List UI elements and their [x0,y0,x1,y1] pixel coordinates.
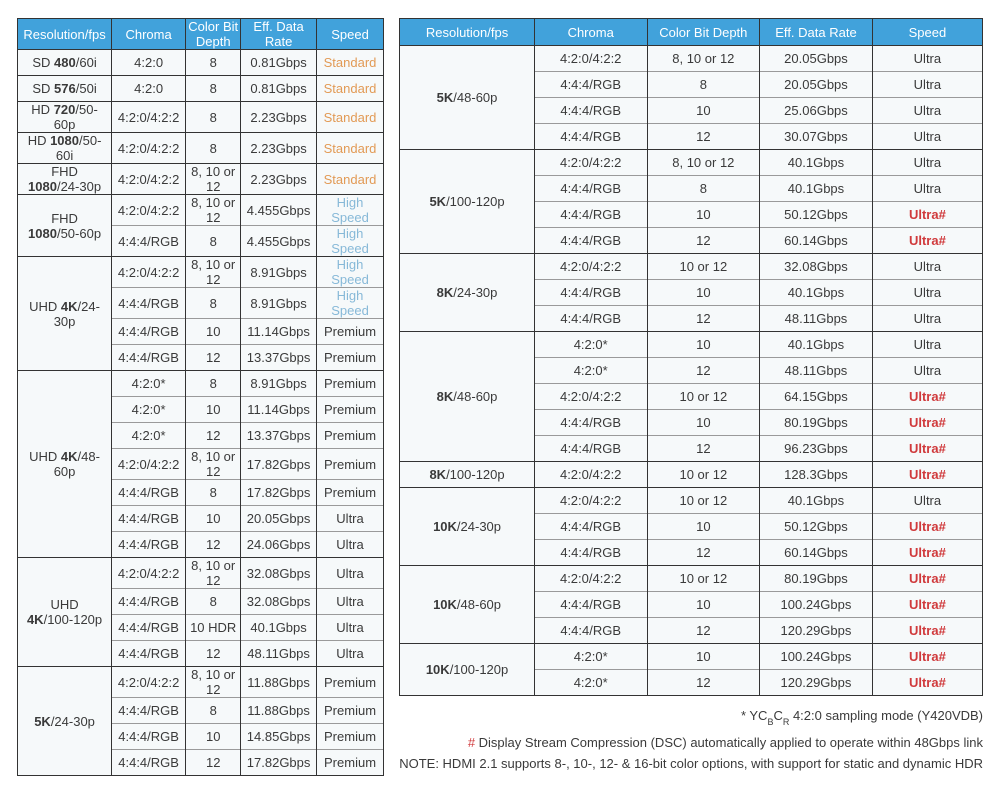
bit-depth-cell: 10 [647,332,760,358]
speed-cell: Ultra [316,589,383,615]
bit-depth-cell: 8 [186,480,241,506]
speed-cell: Ultra [872,72,982,98]
chroma-cell: 4:4:4/RGB [534,228,647,254]
speed-cell: Ultra# [872,202,982,228]
bit-depth-cell: 12 [186,641,241,667]
data-rate-cell: 30.07Gbps [760,124,873,150]
footnote-text: YC [746,708,768,723]
chroma-cell: 4:2:0* [534,644,647,670]
speed-cell: Ultra [872,150,982,176]
speed-cell: Premium [316,371,383,397]
chroma-cell: 4:4:4/RGB [534,98,647,124]
resolution-cell: 5K/24-30p [18,667,112,776]
chroma-cell: 4:4:4/RGB [534,176,647,202]
footnote-note [399,753,983,774]
speed-cell: Ultra# [872,436,982,462]
column-header-data-rate: Eff. Data Rate [241,19,317,50]
hash-marker: # [467,734,476,750]
bit-depth-cell: 12 [186,423,241,449]
data-rate-cell: 48.11Gbps [760,358,873,384]
footnote-dsc [399,732,983,753]
asterisk-marker: * [740,708,746,723]
chroma-cell: 4:4:4/RGB [534,618,647,644]
data-rate-cell: 8.91Gbps [241,288,317,319]
speed-cell: Ultra# [872,384,982,410]
speed-cell: Ultra# [872,228,982,254]
column-header-speed: Speed [316,19,383,50]
column-header-resolution: Resolution/fps [400,19,535,46]
bit-depth-cell: 8, 10 or 12 [186,449,241,480]
chroma-cell: 4:4:4/RGB [112,480,186,506]
speed-cell: Ultra [872,98,982,124]
data-rate-cell: 50.12Gbps [760,202,873,228]
speed-cell: Premium [316,698,383,724]
resolution-cell: FHD 1080/24-30p [18,164,112,195]
column-header-bit-depth: Color Bit Depth [647,19,760,46]
data-rate-cell: 80.19Gbps [760,410,873,436]
speed-cell: Ultra [872,46,982,72]
left-table-container [17,18,384,776]
chroma-cell: 4:4:4/RGB [534,436,647,462]
data-rate-cell: 20.05Gbps [760,46,873,72]
data-rate-cell: 32.08Gbps [760,254,873,280]
resolution-cell: 10K/24-30p [400,488,535,566]
bit-depth-cell: 10 HDR [186,615,241,641]
table-row [400,462,983,488]
data-rate-cell: 11.88Gbps [241,667,317,698]
chroma-cell: 4:2:0/4:2:2 [534,384,647,410]
footnote-text: C [773,708,783,723]
chroma-cell: 4:2:0/4:2:2 [112,667,186,698]
table-row [18,371,384,397]
bit-depth-cell: 8, 10 or 12 [647,46,760,72]
bit-depth-cell: 12 [647,228,760,254]
chroma-cell: 4:4:4/RGB [112,589,186,615]
chroma-cell: 4:2:0 [112,76,186,102]
resolution-cell: 8K/48-60p [400,332,535,462]
chroma-cell: 4:4:4/RGB [112,319,186,345]
bit-depth-cell: 8 [186,133,241,164]
table-row [18,667,384,698]
resolution-cell: 8K/24-30p [400,254,535,332]
header-row [18,19,384,50]
data-rate-cell: 20.05Gbps [241,506,317,532]
chroma-cell: 4:4:4/RGB [112,532,186,558]
data-rate-cell: 4.455Gbps [241,226,317,257]
header-row [400,19,983,46]
resolution-cell: UHD 4K/24-30p [18,257,112,371]
speed-cell: Ultra [316,615,383,641]
bit-depth-cell: 12 [647,358,760,384]
bit-depth-cell: 8 [186,698,241,724]
data-rate-cell: 60.14Gbps [760,540,873,566]
bit-depth-cell: 10 [647,592,760,618]
chroma-cell: 4:2:0/4:2:2 [534,566,647,592]
bit-depth-cell: 12 [647,670,760,696]
bit-depth-cell: 8 [186,50,241,76]
column-header-speed: Speed [872,19,982,46]
bit-depth-cell: 10 [647,202,760,228]
bit-depth-cell: 10 [647,98,760,124]
chroma-cell: 4:4:4/RGB [534,202,647,228]
data-rate-cell: 25.06Gbps [760,98,873,124]
chroma-cell: 4:2:0/4:2:2 [534,46,647,72]
subscript-r: R [782,716,790,727]
right-table-container [399,18,983,774]
chroma-cell: 4:2:0/4:2:2 [112,558,186,589]
speed-cell: Premium [316,750,383,776]
data-rate-cell: 120.29Gbps [760,670,873,696]
speed-cell: Premium [316,724,383,750]
data-rate-cell: 40.1Gbps [760,176,873,202]
speed-cell: Premium [316,345,383,371]
bit-depth-cell: 10 or 12 [647,384,760,410]
data-rate-cell: 11.14Gbps [241,319,317,345]
speed-cell: Premium [316,397,383,423]
speed-cell: Ultra# [872,410,982,436]
table-row [400,254,983,280]
speed-cell: Ultra# [872,670,982,696]
bit-depth-cell: 8 [647,176,760,202]
speed-cell: High Speed [316,195,383,226]
chroma-cell: 4:4:4/RGB [534,124,647,150]
bit-depth-cell: 12 [647,306,760,332]
chroma-cell: 4:4:4/RGB [112,698,186,724]
speed-cell: Standard [316,50,383,76]
resolution-cell: HD 1080/50-60i [18,133,112,164]
bit-depth-cell: 10 [647,410,760,436]
speed-cell: Standard [316,133,383,164]
left-table [17,18,384,776]
resolution-cell: HD 720/50-60p [18,102,112,133]
footnotes [399,705,983,774]
data-rate-cell: 48.11Gbps [241,641,317,667]
bit-depth-cell: 8 [186,371,241,397]
resolution-cell: UHD 4K/48-60p [18,371,112,558]
data-rate-cell: 2.23Gbps [241,164,317,195]
chroma-cell: 4:2:0/4:2:2 [112,449,186,480]
speed-cell: High Speed [316,257,383,288]
speed-cell: Ultra [872,488,982,514]
bit-depth-cell: 8, 10 or 12 [186,257,241,288]
data-rate-cell: 50.12Gbps [760,514,873,540]
speed-cell: Ultra [316,532,383,558]
data-rate-cell: 32.08Gbps [241,589,317,615]
resolution-cell: SD 480/60i [18,50,112,76]
speed-cell: High Speed [316,288,383,319]
bit-depth-cell: 12 [647,540,760,566]
chroma-cell: 4:2:0/4:2:2 [534,462,647,488]
data-rate-cell: 17.82Gbps [241,449,317,480]
speed-cell: Ultra [872,176,982,202]
speed-cell: Ultra# [872,618,982,644]
bit-depth-cell: 8 [186,589,241,615]
footnote-text: Display Stream Compression (DSC) automatically applied to operate within 48Gbps link [475,734,983,750]
bit-depth-cell: 12 [647,124,760,150]
column-header-data-rate: Eff. Data Rate [760,19,873,46]
bit-depth-cell: 10 [647,280,760,306]
table-row [400,332,983,358]
chroma-cell: 4:2:0/4:2:2 [534,150,647,176]
speed-cell: Premium [316,423,383,449]
data-rate-cell: 100.24Gbps [760,592,873,618]
bit-depth-cell: 12 [647,618,760,644]
table-row [18,195,384,226]
data-rate-cell: 0.81Gbps [241,76,317,102]
speed-cell: Premium [316,319,383,345]
speed-cell: Ultra [316,558,383,589]
chroma-cell: 4:2:0* [534,332,647,358]
chroma-cell: 4:2:0* [112,423,186,449]
speed-cell: Ultra# [872,514,982,540]
resolution-cell: FHD 1080/50-60p [18,195,112,257]
chroma-cell: 4:2:0/4:2:2 [112,164,186,195]
chroma-cell: 4:4:4/RGB [534,280,647,306]
resolution-cell: UHD 4K/100-120p [18,558,112,667]
table-row [18,76,384,102]
data-rate-cell: 40.1Gbps [760,332,873,358]
subscript-b: B [767,716,774,727]
bit-depth-cell: 10 [647,644,760,670]
table-row [18,50,384,76]
speed-cell: Ultra# [872,644,982,670]
data-rate-cell: 4.455Gbps [241,195,317,226]
chroma-cell: 4:4:4/RGB [112,724,186,750]
speed-cell: Premium [316,449,383,480]
bit-depth-cell: 8 [186,288,241,319]
chroma-cell: 4:2:0/4:2:2 [112,195,186,226]
data-rate-cell: 32.08Gbps [241,558,317,589]
chroma-cell: 4:4:4/RGB [534,72,647,98]
data-rate-cell: 40.1Gbps [760,280,873,306]
footnote-text: 4:2:0 sampling mode (Y420VDB) [789,708,983,723]
data-rate-cell: 24.06Gbps [241,532,317,558]
bit-depth-cell: 10 [186,724,241,750]
chroma-cell: 4:4:4/RGB [534,306,647,332]
bit-depth-cell: 8, 10 or 12 [186,558,241,589]
resolution-cell: 5K/100-120p [400,150,535,254]
bit-depth-cell: 12 [186,750,241,776]
data-rate-cell: 13.37Gbps [241,423,317,449]
column-header-resolution: Resolution/fps [18,19,112,50]
data-rate-cell: 8.91Gbps [241,257,317,288]
resolution-cell: 8K/100-120p [400,462,535,488]
footnote-text: NOTE: HDMI 2.1 supports 8-, 10-, 12- & 16-bit color options, with support for static and dynamic HDR [399,755,983,771]
data-rate-cell: 60.14Gbps [760,228,873,254]
bit-depth-cell: 8, 10 or 12 [186,667,241,698]
speed-cell: Ultra# [872,592,982,618]
chroma-cell: 4:2:0/4:2:2 [534,488,647,514]
speed-cell: Ultra [872,358,982,384]
bit-depth-cell: 8, 10 or 12 [186,195,241,226]
table-row [400,566,983,592]
column-header-bit-depth: Color Bit Depth [186,19,241,50]
data-rate-cell: 2.23Gbps [241,102,317,133]
table-row [18,133,384,164]
footnote-sampling-mode [399,705,983,732]
data-rate-cell: 2.23Gbps [241,133,317,164]
resolution-cell: 10K/48-60p [400,566,535,644]
right-table [399,18,983,696]
speed-cell: Premium [316,667,383,698]
table-row [18,102,384,133]
column-header-chroma: Chroma [112,19,186,50]
data-rate-cell: 48.11Gbps [760,306,873,332]
bit-depth-cell: 8 [186,102,241,133]
bit-depth-cell: 10 or 12 [647,254,760,280]
chroma-cell: 4:4:4/RGB [534,410,647,436]
chroma-cell: 4:2:0/4:2:2 [112,257,186,288]
table-row [400,150,983,176]
data-rate-cell: 96.23Gbps [760,436,873,462]
speed-cell: Ultra [316,641,383,667]
table-row [18,558,384,589]
speed-cell: Ultra [872,306,982,332]
bit-depth-cell: 10 [186,319,241,345]
bit-depth-cell: 10 [186,506,241,532]
bit-depth-cell: 10 or 12 [647,462,760,488]
data-rate-cell: 17.82Gbps [241,750,317,776]
chroma-cell: 4:2:0/4:2:2 [112,102,186,133]
table-row [400,644,983,670]
speed-cell: Premium [316,480,383,506]
chroma-cell: 4:2:0* [534,670,647,696]
bit-depth-cell: 8, 10 or 12 [186,164,241,195]
chroma-cell: 4:2:0 [112,50,186,76]
bit-depth-cell: 8, 10 or 12 [647,150,760,176]
data-rate-cell: 120.29Gbps [760,618,873,644]
data-rate-cell: 11.14Gbps [241,397,317,423]
bit-depth-cell: 8 [186,76,241,102]
table-row [18,257,384,288]
bit-depth-cell: 10 or 12 [647,488,760,514]
chroma-cell: 4:2:0* [534,358,647,384]
bit-depth-cell: 10 [186,397,241,423]
data-rate-cell: 11.88Gbps [241,698,317,724]
chroma-cell: 4:4:4/RGB [534,592,647,618]
data-rate-cell: 8.91Gbps [241,371,317,397]
speed-cell: Standard [316,164,383,195]
bit-depth-cell: 8 [647,72,760,98]
data-rate-cell: 40.1Gbps [760,150,873,176]
speed-cell: Ultra# [872,566,982,592]
data-rate-cell: 64.15Gbps [760,384,873,410]
chroma-cell: 4:2:0/4:2:2 [534,254,647,280]
data-rate-cell: 17.82Gbps [241,480,317,506]
chroma-cell: 4:4:4/RGB [112,615,186,641]
bit-depth-cell: 8 [186,226,241,257]
data-rate-cell: 0.81Gbps [241,50,317,76]
data-rate-cell: 20.05Gbps [760,72,873,98]
bit-depth-cell: 10 [647,514,760,540]
speed-cell: Ultra [872,280,982,306]
speed-cell: Ultra [872,332,982,358]
table-row [400,46,983,72]
speed-cell: Ultra [872,124,982,150]
speed-cell: High Speed [316,226,383,257]
data-rate-cell: 14.85Gbps [241,724,317,750]
speed-cell: Ultra# [872,540,982,566]
speed-cell: Ultra# [872,462,982,488]
speed-cell: Ultra [316,506,383,532]
chroma-cell: 4:4:4/RGB [112,750,186,776]
resolution-cell: 5K/48-60p [400,46,535,150]
column-header-chroma: Chroma [534,19,647,46]
speed-cell: Standard [316,102,383,133]
chroma-cell: 4:4:4/RGB [112,506,186,532]
data-rate-cell: 128.3Gbps [760,462,873,488]
bit-depth-cell: 12 [647,436,760,462]
chroma-cell: 4:4:4/RGB [534,514,647,540]
bit-depth-cell: 10 or 12 [647,566,760,592]
data-rate-cell: 13.37Gbps [241,345,317,371]
chroma-cell: 4:4:4/RGB [112,226,186,257]
data-rate-cell: 40.1Gbps [241,615,317,641]
chroma-cell: 4:4:4/RGB [534,540,647,566]
table-row [18,164,384,195]
chroma-cell: 4:2:0* [112,371,186,397]
chroma-cell: 4:4:4/RGB [112,641,186,667]
bit-depth-cell: 12 [186,532,241,558]
chroma-cell: 4:4:4/RGB [112,345,186,371]
chroma-cell: 4:2:0* [112,397,186,423]
data-rate-cell: 100.24Gbps [760,644,873,670]
chroma-cell: 4:4:4/RGB [112,288,186,319]
resolution-cell: SD 576/50i [18,76,112,102]
speed-cell: Standard [316,76,383,102]
bit-depth-cell: 12 [186,345,241,371]
data-rate-cell: 40.1Gbps [760,488,873,514]
speed-cell: Ultra [872,254,982,280]
data-rate-cell: 80.19Gbps [760,566,873,592]
resolution-cell: 10K/100-120p [400,644,535,696]
table-row [400,488,983,514]
chroma-cell: 4:2:0/4:2:2 [112,133,186,164]
